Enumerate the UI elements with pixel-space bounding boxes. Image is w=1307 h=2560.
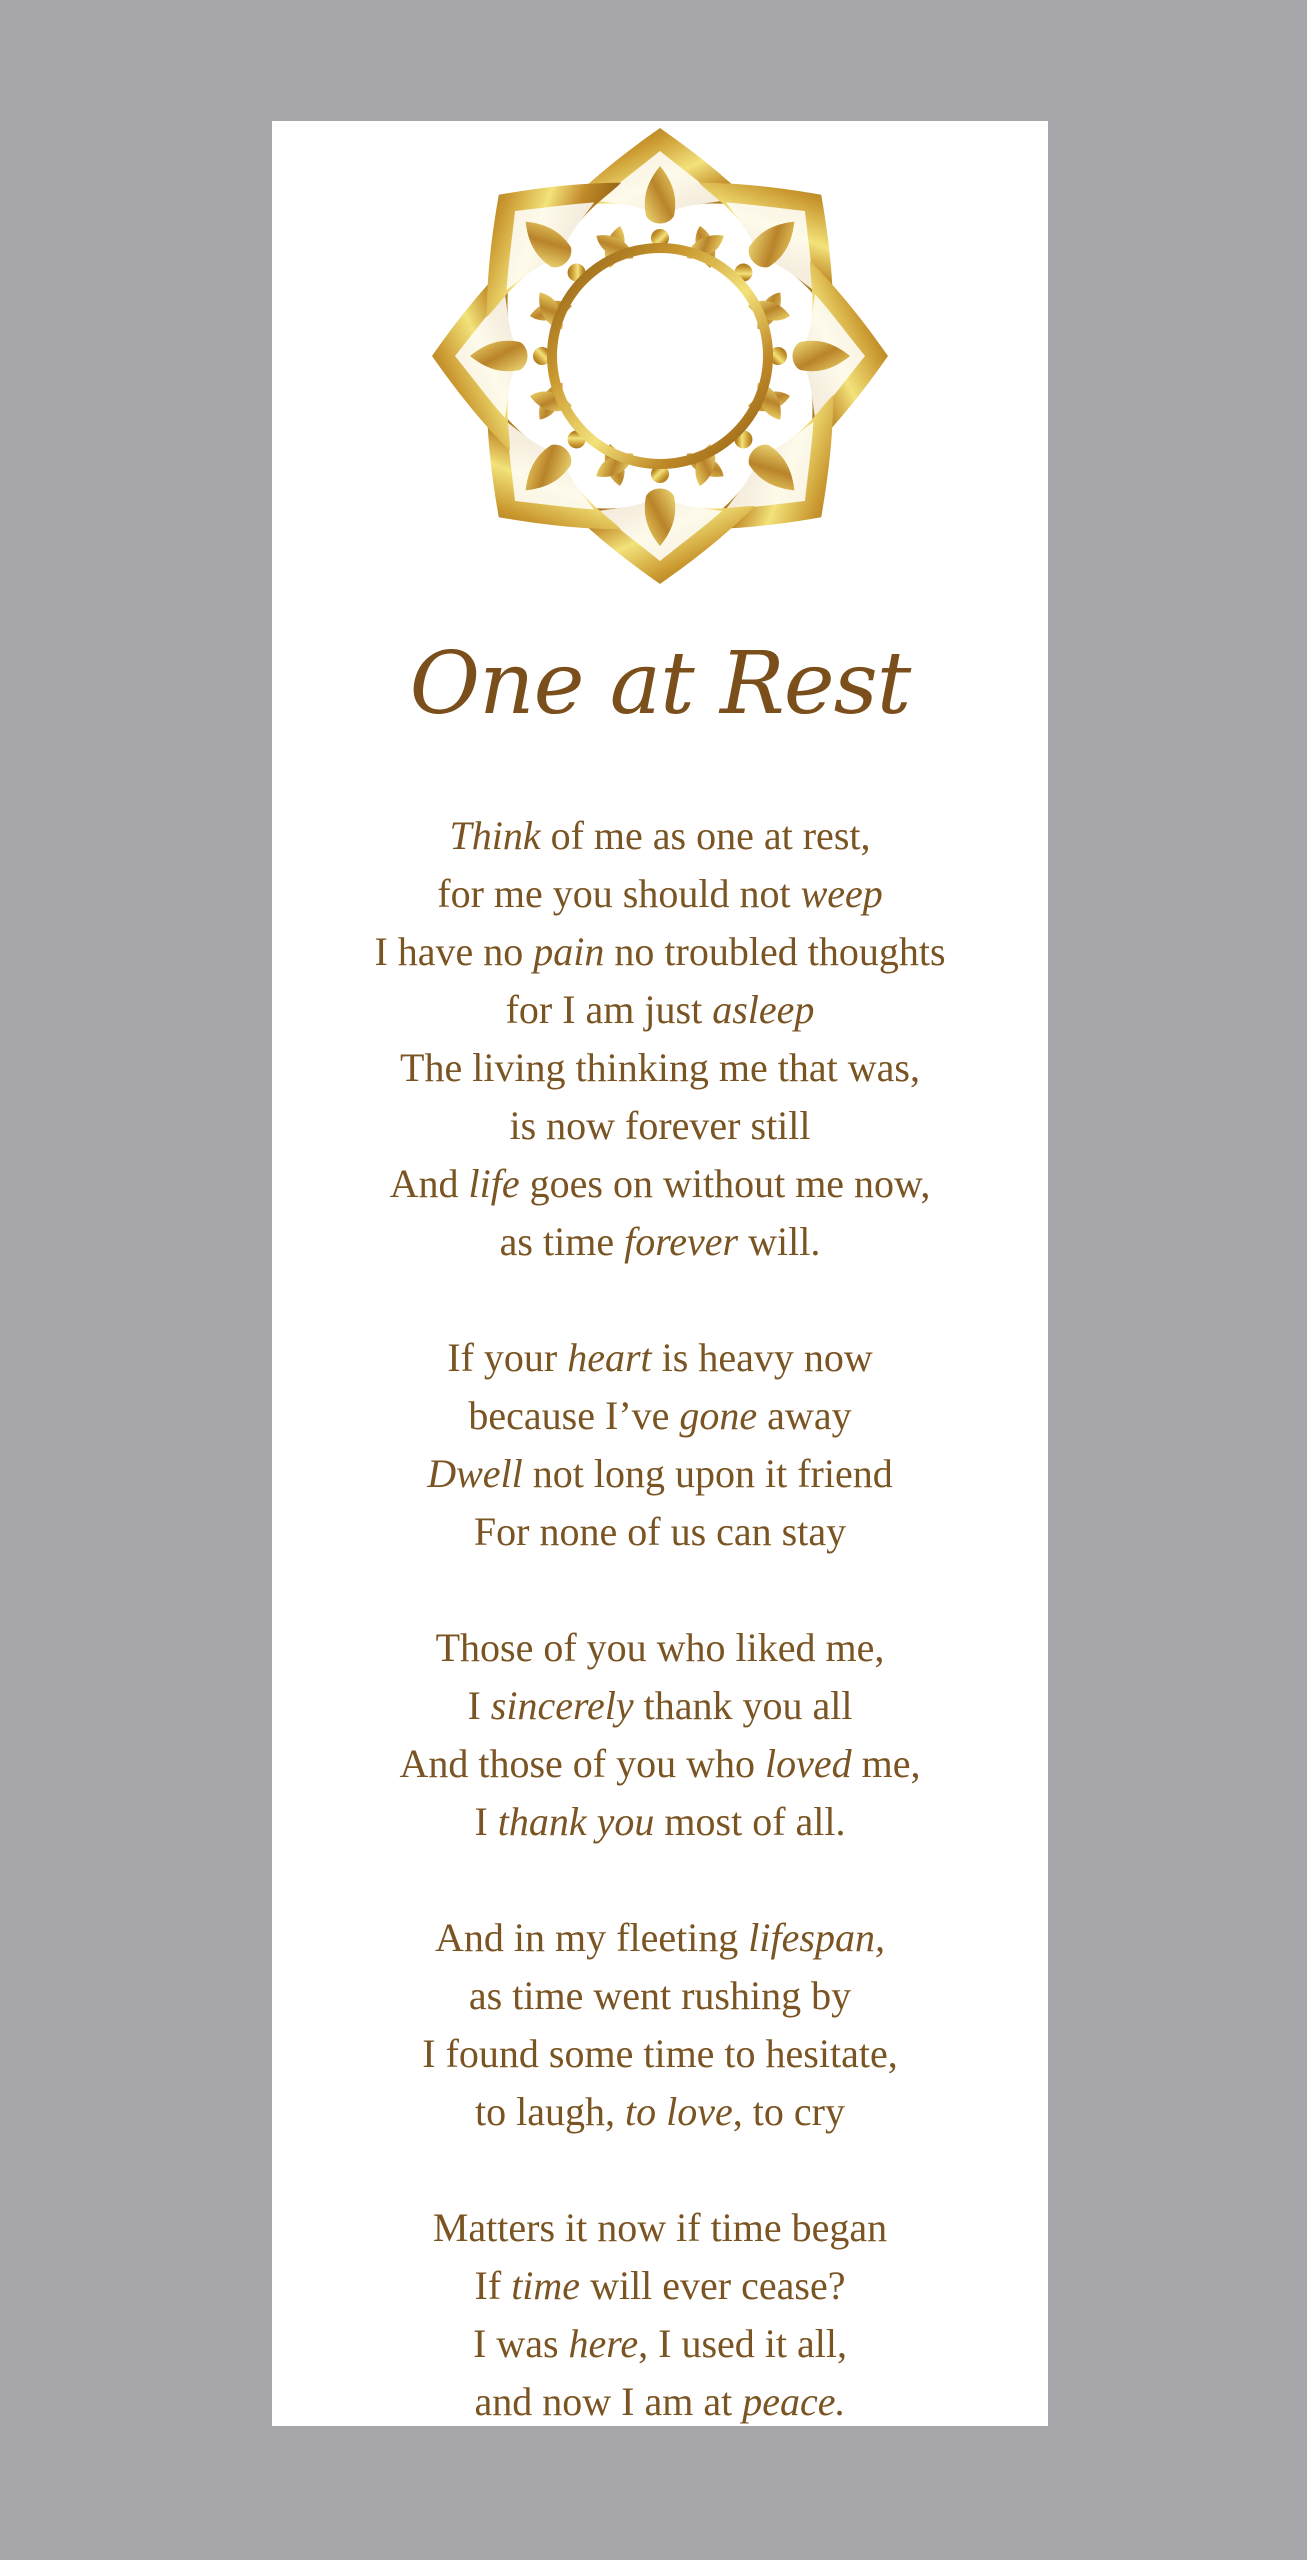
poem-text: Matters it now if time began bbox=[432, 2205, 888, 2250]
poem-text: I bbox=[467, 1683, 491, 1728]
poem-text: of me as one at rest, bbox=[540, 813, 871, 858]
poem-text: I found some time to hesitate, bbox=[422, 2031, 898, 2076]
poem-emphasis: weep bbox=[800, 871, 883, 916]
poem-text: no troubled thoughts bbox=[604, 929, 946, 974]
poem-line bbox=[272, 1793, 1048, 1851]
poem-text: , I used it all, bbox=[638, 2321, 847, 2366]
poem-text: for me you should not bbox=[437, 871, 801, 916]
poem-text: I have no bbox=[374, 929, 534, 974]
poem-line bbox=[272, 1677, 1048, 1735]
poem-line bbox=[272, 2315, 1048, 2373]
poem-line bbox=[272, 1735, 1048, 1793]
poem-text: goes on without me now, bbox=[519, 1161, 931, 1206]
poem-stanza bbox=[272, 1909, 1048, 2141]
poem-text: as time went rushing by bbox=[468, 1973, 852, 2018]
poem-text: to laugh, bbox=[475, 2089, 626, 2134]
poem-emphasis: lifespan, bbox=[748, 1915, 885, 1960]
poem-emphasis: sincerely bbox=[490, 1683, 634, 1728]
poem-emphasis: Dwell bbox=[427, 1451, 523, 1496]
poem-text: will ever cease? bbox=[580, 2263, 846, 2308]
poem-line bbox=[272, 1909, 1048, 1967]
poem-text: and now I am at bbox=[474, 2379, 743, 2424]
poem-text: I bbox=[474, 1799, 498, 1844]
poem-line bbox=[272, 865, 1048, 923]
poem-text: , to cry bbox=[732, 2089, 845, 2134]
poem-emphasis: gone bbox=[679, 1393, 758, 1438]
poem-line bbox=[272, 2083, 1048, 2141]
poem-text: will. bbox=[738, 1219, 821, 1264]
poem-text: If your bbox=[447, 1335, 568, 1380]
poem-stanza bbox=[272, 2199, 1048, 2431]
poem-emphasis: thank you bbox=[497, 1799, 655, 1844]
poem-text: Those of you who liked me, bbox=[435, 1625, 885, 1670]
poem-text: And in my fleeting bbox=[435, 1915, 749, 1960]
poem-text: most of all. bbox=[654, 1799, 846, 1844]
poem-title: One at Rest bbox=[409, 634, 911, 734]
poem-emphasis: forever bbox=[624, 1219, 739, 1264]
poem-text: as time bbox=[499, 1219, 625, 1264]
poem-emphasis: life bbox=[468, 1161, 520, 1206]
poem-text: for I am just bbox=[505, 987, 713, 1032]
poem-line bbox=[272, 1619, 1048, 1677]
poem-line bbox=[272, 1213, 1048, 1271]
poem-line bbox=[272, 1155, 1048, 1213]
poem-emphasis: pain bbox=[533, 929, 605, 974]
poem-text: is now forever still bbox=[509, 1103, 811, 1148]
poem-line bbox=[272, 1039, 1048, 1097]
poem-emphasis: heart bbox=[567, 1335, 652, 1380]
poem-stanza bbox=[272, 1329, 1048, 1561]
poem-line bbox=[272, 1329, 1048, 1387]
poem-emphasis: here bbox=[568, 2321, 639, 2366]
poem-line bbox=[272, 807, 1048, 865]
poem-line bbox=[272, 2199, 1048, 2257]
poem-emphasis: time bbox=[511, 2263, 581, 2308]
poem-stanza bbox=[272, 1619, 1048, 1851]
bookmark-card bbox=[272, 121, 1048, 2426]
poem-emphasis: to love bbox=[625, 2089, 733, 2134]
poem-text: And bbox=[389, 1161, 469, 1206]
poem-text: And those of you who bbox=[399, 1741, 766, 1786]
poem-text: away bbox=[757, 1393, 852, 1438]
poem-line bbox=[272, 2257, 1048, 2315]
poem-text: because I’ve bbox=[468, 1393, 680, 1438]
poem-emphasis: loved bbox=[765, 1741, 852, 1786]
poem-line bbox=[272, 1503, 1048, 1561]
poem-line bbox=[272, 2373, 1048, 2431]
poem-text: thank you all bbox=[633, 1683, 853, 1728]
poem-line bbox=[272, 1967, 1048, 2025]
poem-body bbox=[272, 807, 1048, 2431]
poem-text: is heavy now bbox=[651, 1335, 873, 1380]
gold-mandala-ornament-icon bbox=[415, 121, 905, 591]
poem-text: The living thinking me that was, bbox=[400, 1045, 920, 1090]
poem-line bbox=[272, 1387, 1048, 1445]
poem-line bbox=[272, 1097, 1048, 1155]
poem-text: For none of us can stay bbox=[473, 1509, 847, 1554]
poem-emphasis: asleep bbox=[712, 987, 815, 1032]
poem-text: me, bbox=[851, 1741, 921, 1786]
poem-text: If bbox=[474, 2263, 512, 2308]
poem-emphasis: Think bbox=[449, 813, 541, 858]
poem-line bbox=[272, 981, 1048, 1039]
poem-emphasis: peace. bbox=[742, 2379, 846, 2424]
poem-line bbox=[272, 923, 1048, 981]
poem-line bbox=[272, 2025, 1048, 2083]
poem-line bbox=[272, 1445, 1048, 1503]
poem-stanza bbox=[272, 807, 1048, 1271]
poem-text: not long upon it friend bbox=[522, 1451, 893, 1496]
poem-text: I was bbox=[473, 2321, 569, 2366]
